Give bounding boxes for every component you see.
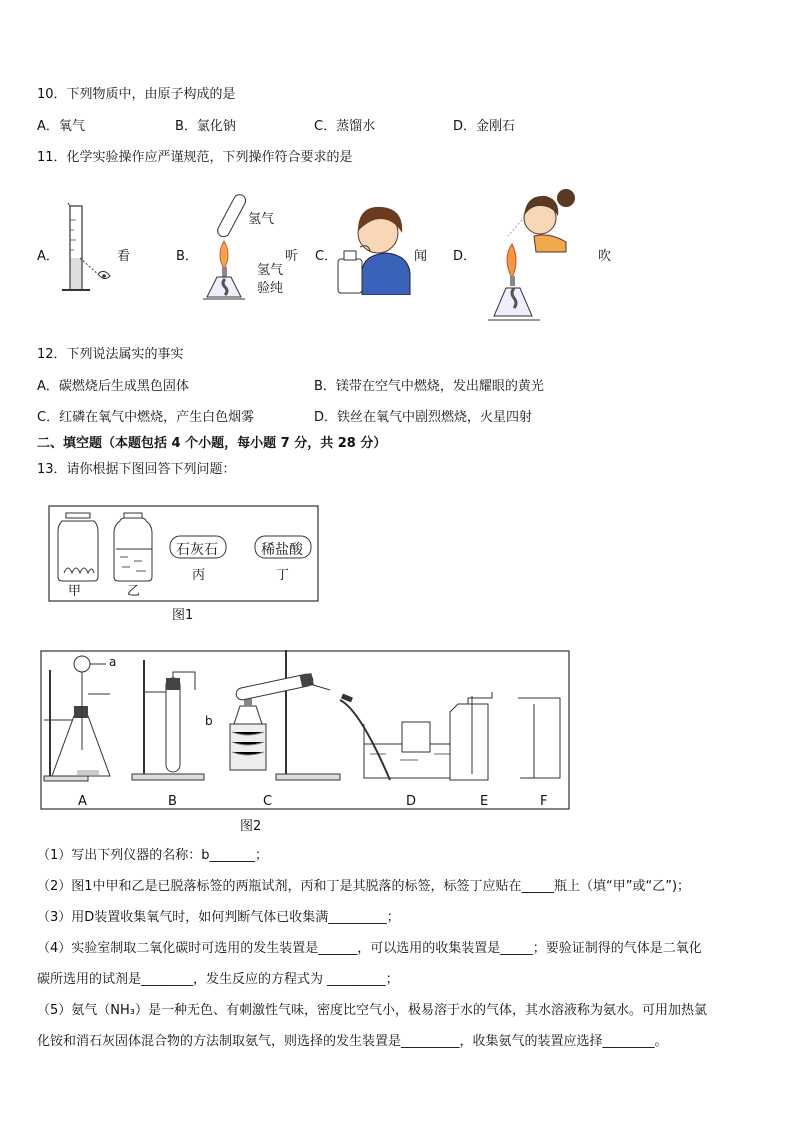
q11-option-b-label-bottom-2: 验纯 — [257, 281, 284, 296]
q13-sub-2: （2）图1中甲和乙是已脱落标签的两瓶试剂，丙和丁是其脱落的标签，标签丁应贴在_____瓶上（填“甲”或“乙”)； — [37, 879, 691, 894]
graduated-cylinder-figure — [58, 200, 120, 296]
fig1-tag-ding: 稀盐酸 — [261, 542, 303, 558]
q13-sub-5b: 化铵和消石灰固体混合物的方法制取氨气，则选择的发生装置是_________，收集氨气的装置应选择________。 — [37, 1034, 668, 1049]
q11-option-b-label-bottom-1: 氢气 — [257, 263, 284, 278]
q11-option-d-letter: D． — [453, 249, 477, 264]
fig2-label-d: D — [406, 794, 417, 809]
q13-sub-5a: （5）氨气（NH₃）是一种无色、有刺激性气味，密度比空气小，极易溶于水的气体，其水溶液称为氨水。可用加热氯 — [37, 1003, 707, 1018]
fig2-label-a: A — [78, 794, 87, 809]
blowing-lamp-figure — [484, 180, 584, 326]
q11-option-b-label-top: 氢气 — [248, 212, 275, 227]
fig2-label-f: F — [540, 794, 548, 809]
q13-sub-3: （3）用D装置收集氧气时，如何判断气体已收集满_________； — [37, 910, 400, 925]
q13-sub-1: （1）写出下列仪器的名称：b_______； — [37, 848, 269, 863]
smelling-boy-figure — [334, 203, 414, 295]
fig1-label-bing: 丙 — [192, 568, 206, 583]
q13-sub-4a: （4）实验室制取二氧化碳时可选用的发生装置是______，可以选用的收集装置是_____；要验证制得的气体是二氧化 — [37, 941, 702, 956]
q11-option-b-action: 听 — [285, 249, 299, 264]
fig1-caption: 图1 — [172, 608, 194, 623]
q10-stem: 10．下列物质中，由原子构成的是 — [37, 87, 236, 102]
q10-option-c: C．蒸馏水 — [314, 119, 376, 134]
fig2-marker-b: b — [205, 714, 213, 728]
fig2-caption: 图2 — [240, 819, 262, 834]
q13-stem: 13．请你根据下图回答下列问题： — [37, 462, 236, 477]
fig2-label-e: E — [480, 794, 489, 809]
fig1-label-jia: 甲 — [68, 584, 82, 599]
q11-option-c-action: 闻 — [414, 249, 428, 264]
q12-option-d: D．铁丝在氧气中剧烈燃烧，火星四射 — [314, 410, 533, 425]
q11-option-d-action: 吹 — [598, 249, 612, 264]
q11-stem: 11．化学实验操作应严谨规范，下列操作符合要求的是 — [37, 150, 353, 165]
q11-option-b-letter: B． — [176, 249, 198, 264]
q12-option-b: B．镁带在空气中燃烧，发出耀眼的黄光 — [314, 379, 544, 394]
q12-option-a: A．碳燃烧后生成黑色固体 — [37, 379, 189, 394]
fig2-marker-a: a — [109, 655, 117, 669]
q13-sub-4b: 碳所选用的试剂是________，发生反应的方程式为 _________； — [37, 972, 399, 987]
q10-option-d: D．金刚石 — [453, 119, 516, 134]
q11-option-a-letter: A． — [37, 249, 59, 264]
fig2-label-b: B — [168, 794, 177, 809]
q12-stem: 12．下列说法属实的事实 — [37, 347, 184, 362]
q11-option-a-action: 看 — [117, 249, 131, 264]
q10-option-b: B．氯化钠 — [175, 119, 236, 134]
section-heading: 二、填空题（本题包括 4 个小题，每小题 7 分，共 28 分） — [37, 436, 387, 451]
fig1-label-ding: 丁 — [276, 568, 290, 583]
fig1-tag-bing: 石灰石 — [176, 542, 218, 558]
q12-option-c: C．红磷在氧气中燃烧，产生白色烟雾 — [37, 410, 255, 425]
fig2-label-c: C — [263, 794, 273, 809]
q11-option-c-letter: C． — [315, 249, 338, 264]
figure-2 — [40, 650, 572, 812]
q10-option-a: A．氧气 — [37, 119, 85, 134]
fig1-label-yi: 乙 — [127, 584, 141, 599]
